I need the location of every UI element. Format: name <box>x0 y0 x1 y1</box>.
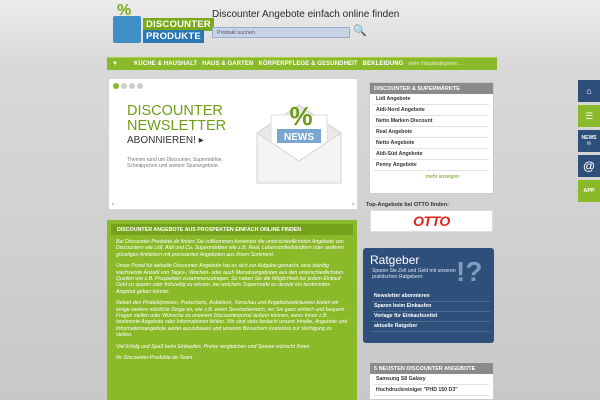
intro-title: DISCOUNTER ANGEBOTE AUS PROSPEKTEN EINFACH ONLINE FINDEN <box>111 224 353 235</box>
subscribe-link[interactable] <box>127 135 204 146</box>
discounter-item[interactable]: Real Angebote <box>374 128 489 138</box>
search-icon[interactable]: 🔍 <box>353 25 367 37</box>
nav-item-bekleidung[interactable]: BEKLEIDUNG <box>362 61 404 67</box>
slider-title-line1: DISCOUNTER <box>127 103 223 119</box>
tagline: Discounter Angebote einfach online finden <box>212 9 400 20</box>
email-icon[interactable]: @ <box>578 155 600 177</box>
slider-dot[interactable] <box>113 83 119 89</box>
nav-item-haus[interactable]: HAUS & GARTEN <box>202 61 254 67</box>
discounter-box <box>369 82 494 194</box>
chevron-down-icon[interactable]: ▼ <box>112 61 118 67</box>
nav-item-kueche[interactable]: KÜCHE & HAUSHALT <box>134 61 198 67</box>
nav-item-koerperpflege[interactable]: KÖRPERPFLEGE & GESUNDHEIT <box>258 61 358 67</box>
ratgeber-box <box>363 248 494 343</box>
slider-dot[interactable] <box>129 83 135 89</box>
triangle-right-icon: ▸ <box>198 135 204 146</box>
slider-prev-icon[interactable]: ‹ <box>112 202 114 208</box>
intro-paragraph: Ihr Discounter-Produkte.de-Team <box>116 355 193 362</box>
show-more-link[interactable]: mehr anzeigen <box>425 174 459 180</box>
intro-paragraph: Neben den Produktpreisen, Preischarts, Anbietern, Vorschau und Angebotszeiträumen bieten wir einige weitere nützliche Dinge an, wie z.B. einen Serviceberreich, wo Sie ganz einfach und bequem Fragen stellen oder Wünsche zu unserem Discounterportal äußern können, wenn Ihnen z.B. bestimmte Angebote oder Informationen fehlen. Wir sind stets bedacht unsere Inhalte, Angebote und Informationsangebote weiter auszubauen und unseren Besuchern kostenlos zur Verfügung zu stellen. <box>116 300 348 339</box>
ratgeber-item[interactable]: Sparen beim Einkaufen <box>372 302 490 312</box>
newsletter-icon-label: NEWS <box>581 135 597 141</box>
slider-controls <box>108 202 358 212</box>
ratgeber-title: Ratgeber <box>370 253 420 267</box>
otto-label: Top-Angebote bei OTTO finden: <box>366 202 449 208</box>
discounter-item[interactable]: Lidl Angebote <box>374 95 489 105</box>
ratgeber-item[interactable]: Newsletter abonnieren <box>372 292 490 302</box>
percent-icon: % <box>117 2 132 19</box>
intro-paragraph: Viel Erfolg und Spaß beim Einkaufen, Preise vergleichen und Sparen wünscht Ihnen <box>116 343 310 350</box>
side-toolbar <box>578 80 600 205</box>
slider-dot[interactable] <box>121 83 127 89</box>
latest-offer-item[interactable]: Samsung S8 Galaxy <box>374 375 489 385</box>
question-exclamation-icon: !? <box>456 256 483 287</box>
otto-banner[interactable]: OTTO <box>370 210 493 232</box>
main-nav <box>107 57 497 70</box>
discounter-item[interactable]: Penny Angebote <box>374 161 489 171</box>
logo-word-1: DISCOUNTER <box>143 18 214 31</box>
latest-offers-title: 5 NEUSTEN DISCOUNTER ANGEBOTE <box>370 363 493 374</box>
nav-more-link[interactable]: mehr Hauptkategorien... <box>408 61 462 67</box>
ratgeber-item[interactable]: Vorlage für Einkaufszettel <box>372 312 490 322</box>
slider-title <box>127 104 226 134</box>
slider-next-icon[interactable]: › <box>352 202 354 208</box>
slider-dot[interactable] <box>137 83 143 89</box>
app-icon[interactable]: APP <box>578 180 600 202</box>
discounter-item[interactable]: Aldi-Süd Angebote <box>374 150 489 160</box>
intro-paragraph: Bei Discounter-Produkte.de finden Sie vollkommen kostenlos die unterschiedlichsten Angebote von Discountern wie Lidl, Aldi und Co, Supermärkten wie z.B. Real, Lebensmittelhändlern oder anderen günstigen Anbietern mit preiswerten Angeboten aus ihrem Sortiment. <box>116 239 344 258</box>
latest-offers-box <box>369 362 494 400</box>
logo-word-2: PRODUKTE <box>143 30 204 43</box>
discounter-box-title: DISCOUNTER & SUPERMÄRKTE <box>370 83 493 94</box>
home-icon[interactable]: ⌂ <box>578 80 600 102</box>
discounter-item[interactable]: Netto Marken Discount <box>374 117 489 127</box>
shopping-bag-icon <box>113 16 141 43</box>
logo[interactable] <box>113 2 211 44</box>
discounter-item[interactable]: Netto Angebote <box>374 139 489 149</box>
discounter-item[interactable]: Aldi-Nord Angebote <box>374 106 489 116</box>
newsletter-icon[interactable] <box>578 130 600 152</box>
envelope-percent: % <box>289 101 313 131</box>
intro-panel <box>107 220 357 400</box>
intro-body <box>107 235 357 371</box>
ratgeber-list <box>372 292 490 332</box>
search-input[interactable]: Produkt suchen <box>212 27 350 38</box>
slider-title-line2: NEWSLETTER <box>127 118 227 134</box>
latest-offer-item[interactable]: Hochdruckreiniger "PHD 150 D3" <box>374 386 489 396</box>
slider-dots <box>113 83 143 89</box>
slider-description: Themen rund um Discounter, Supermärkte, Schnäppchen und weitere Sparangebote. <box>127 157 223 169</box>
ratgeber-description: Sparen Sie Zeit und Geld mit unseren praktischen Ratgebern: <box>372 268 456 280</box>
envelope-label: NEWS <box>284 132 314 143</box>
ratgeber-item[interactable]: aktuelle Ratgeber <box>372 322 490 332</box>
intro-paragraph: Unser Portal für aktuelle Discounter Angebote hat es sich zur Aufgabe gemacht, eine ständig wachsende Anzahl von Tages-, Wochen- oder auch Monatsangeboten aus den unterschiedlichsten Quellen wie z.B. Prospekten zusammenzutragen. So haben Sie die Möglichkeit bei jedem Einkauf Geld zu sparen oder frühzeitig zu wissen, bei welchem Supermarkt es derzeit ein bestimmtes Angebot geben könnte. <box>116 263 344 295</box>
list-icon[interactable]: ☰ <box>578 105 600 127</box>
subscribe-label: ABONNIEREN! <box>127 135 196 146</box>
newsletter-slider[interactable] <box>108 78 358 210</box>
envelope-small-icon: ✉ <box>586 141 592 147</box>
envelope-icon <box>249 91 349 191</box>
